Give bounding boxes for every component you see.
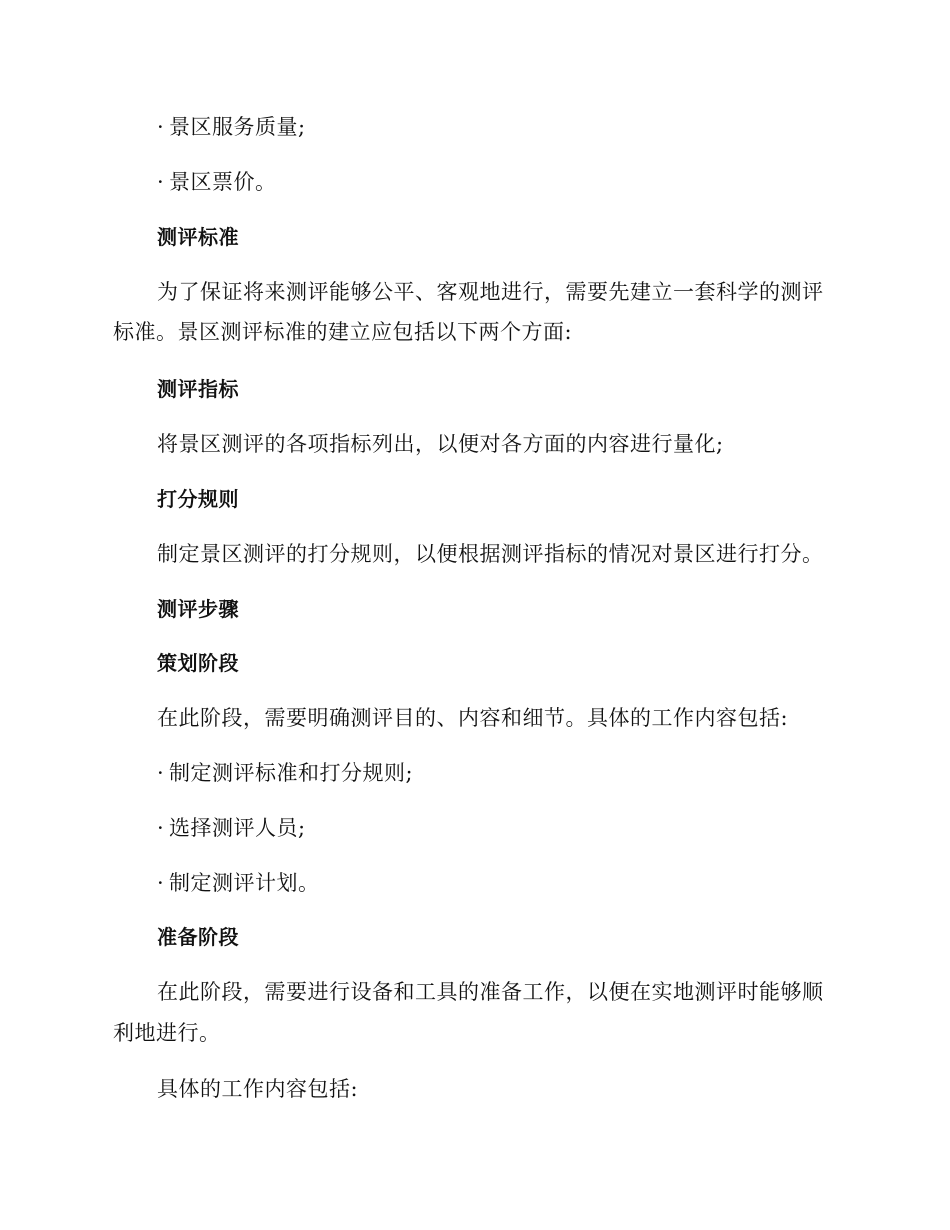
bullet-text: 制定测评标准和打分规则;	[169, 761, 414, 785]
bullet-dot: ·	[157, 170, 165, 194]
paragraph-line: 将景区测评的各项指标列出，以便对各方面的内容进行量化;	[157, 432, 724, 456]
bullet-item	[157, 868, 320, 898]
section-heading: 测评标准	[157, 225, 239, 249]
paragraph-line: 具体的工作内容包括:	[157, 1077, 359, 1101]
section-heading: 策划阶段	[157, 651, 239, 675]
paragraph-line: 为了保证将来测评能够公平、客观地进行，需要先建立一套科学的测评	[157, 280, 824, 304]
bullet-item	[157, 758, 413, 788]
section-heading: 准备阶段	[157, 925, 239, 949]
paragraph-line: 在此阶段，需要进行设备和工具的准备工作，以便在实地测评时能够顺	[157, 980, 824, 1004]
bullet-dot: ·	[157, 115, 165, 139]
bullet-text: 制定测评计划。	[169, 871, 320, 895]
bullet-item	[157, 167, 277, 197]
section-heading: 测评步骤	[157, 597, 239, 621]
section-heading: 测评指标	[157, 377, 239, 401]
bullet-text: 景区服务质量;	[169, 115, 306, 139]
bullet-dot: ·	[157, 871, 165, 895]
paragraph-line: 在此阶段，需要明确测评目的、内容和细节。具体的工作内容包括:	[157, 706, 789, 730]
bullet-dot: ·	[157, 761, 165, 785]
paragraph-continuation: 标准。景区测评标准的建立应包括以下两个方面:	[113, 320, 573, 344]
bullet-dot: ·	[157, 816, 165, 840]
bullet-item	[157, 112, 306, 142]
paragraph-continuation: 利地进行。	[113, 1021, 221, 1045]
paragraph-line: 制定景区测评的打分规则，以便根据测评指标的情况对景区进行打分。	[157, 542, 824, 566]
bullet-text: 景区票价。	[169, 170, 277, 194]
section-heading: 打分规则	[157, 487, 239, 511]
bullet-text: 选择测评人员;	[169, 816, 306, 840]
bullet-item	[157, 813, 306, 843]
